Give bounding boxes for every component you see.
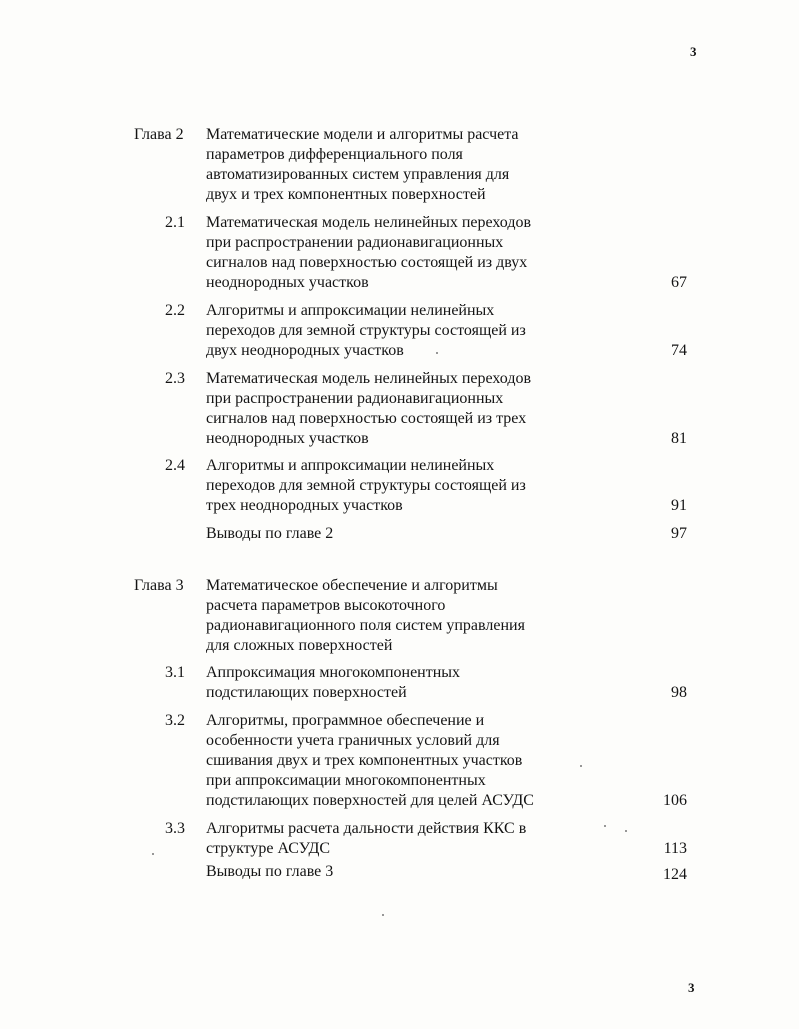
chapter-title: Математические модели и алгоритмы расчета параметров дифференциального поля автоматизированных систем управления для двух и трех компонентных поверхностей — [206, 126, 519, 203]
section-title: Аппроксимация многокомпонентных подстилающих поверхностей — [206, 664, 461, 701]
section-title: Математическая модель нелинейных переходов при распространении радионавигационных сигналов над поверхностью состоящей из трех неоднородных участков — [206, 370, 532, 447]
section-number: 2.2 — [165, 302, 185, 319]
scan-speck — [580, 765, 582, 767]
scan-speck — [382, 914, 384, 916]
scan-speck — [436, 352, 438, 354]
section-number: 2.3 — [165, 370, 185, 387]
section-page: 113 — [663, 840, 687, 857]
section-number: 3.2 — [165, 712, 185, 729]
chapter-label: Глава 3 — [134, 577, 184, 594]
section-page: 81 — [671, 430, 687, 447]
section-number: 2.1 — [165, 214, 185, 231]
section-page: 67 — [671, 274, 687, 291]
section-number: 2.4 — [165, 457, 185, 474]
conclusion-page: 97 — [671, 525, 687, 542]
section-title: Математическая модель нелинейных переходов при распространении радионавигационных сигналов над поверхностью состоящей из двух неоднородных участков — [206, 214, 532, 291]
section-number: 3.3 — [165, 820, 185, 837]
scan-speck — [604, 825, 606, 827]
chapter-label: Глава 2 — [134, 126, 184, 143]
section-page: 106 — [663, 792, 687, 809]
section-title: Алгоритмы, программное обеспечение и особенности учета граничных условий для сшивания двух и трех компонентных участков при аппроксимации многокомпонентных подстилающих поверхностей для целей АСУДС — [206, 712, 534, 809]
scan-speck — [625, 830, 627, 832]
section-number: 3.1 — [165, 664, 185, 681]
section-page: 91 — [671, 497, 687, 514]
section-page: 98 — [671, 684, 687, 701]
page-number-top: 3 — [690, 44, 697, 59]
conclusion-title: Выводы по главе 3 — [206, 863, 334, 880]
conclusion-title: Выводы по главе 2 — [206, 525, 334, 542]
conclusion-page: 124 — [663, 866, 687, 883]
page-number-bottom: 3 — [688, 980, 695, 995]
section-page: 74 — [671, 342, 687, 359]
scan-speck — [152, 853, 154, 855]
section-title: Алгоритмы расчета дальности действия ККС в структуре АСУДС — [206, 820, 527, 857]
section-title: Алгоритмы и аппроксимации нелинейных переходов для земной структуры состоящей из трех неоднородных участков — [206, 457, 526, 514]
chapter-title: Математическое обеспечение и алгоритмы расчета параметров высокоточного радионавигационного поля систем управления для сложных поверхностей — [206, 577, 525, 654]
section-title: Алгоритмы и аппроксимации нелинейных переходов для земной структуры состоящей из двух неоднородных участков — [206, 302, 526, 359]
